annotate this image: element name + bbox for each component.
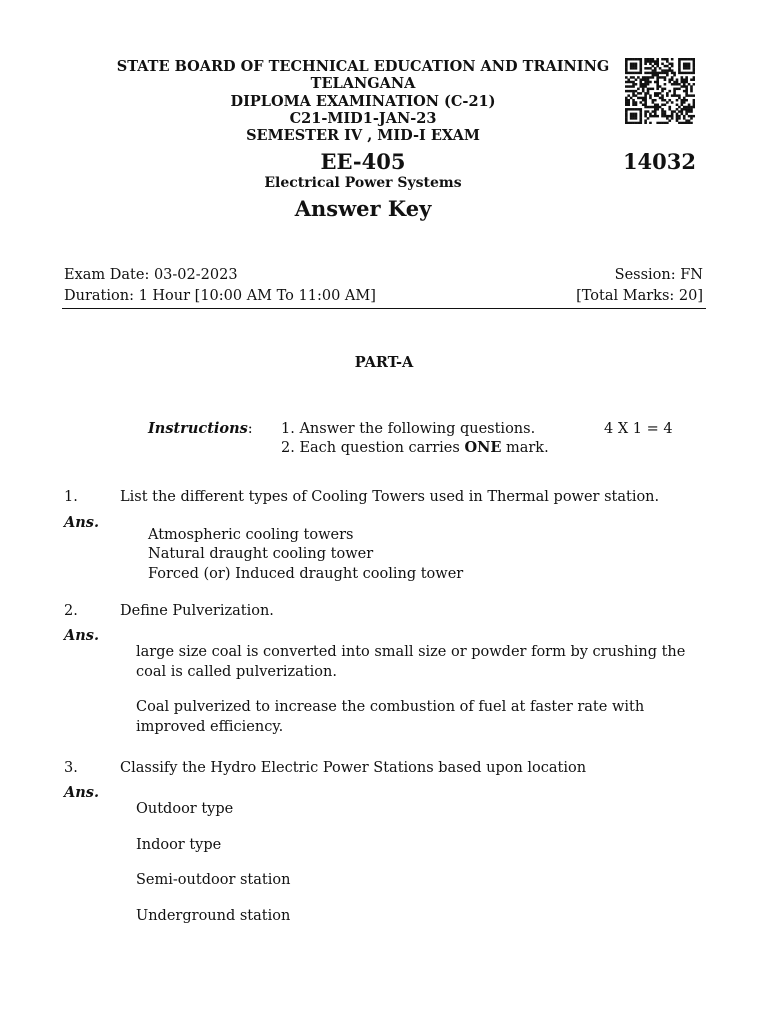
answer-line: Semi-outdoor station: [136, 872, 291, 888]
answer-line: Atmospheric cooling towers: [148, 527, 354, 543]
subject-name: Electrical Power Systems: [264, 175, 462, 191]
answer-label: Ans.: [64, 627, 100, 644]
answer-label: Ans.: [64, 514, 100, 531]
state-name: TELANGANA: [310, 75, 416, 92]
question-number: 1.: [64, 489, 78, 505]
question-text: Classify the Hydro Electric Power Stations based upon location: [120, 760, 587, 776]
part-title: PART-A: [354, 354, 414, 371]
answer-line: Forced (or) Induced draught cooling tower: [148, 566, 464, 582]
course-code: EE-405: [320, 149, 406, 174]
question-text: List the different types of Cooling Towers used in Thermal power station.: [120, 489, 660, 505]
board-name: STATE BOARD OF TECHNICAL EDUCATION AND TRAINING: [116, 58, 610, 75]
instruction-2-bold: ONE: [464, 439, 502, 456]
question-number: 2.: [64, 603, 78, 619]
page-title: Answer Key: [294, 196, 432, 221]
duration: Duration: 1 Hour [10:00 AM To 11:00 AM]: [64, 288, 376, 304]
answer-line: large size coal is converted into small size or powder form by crushing the: [136, 644, 686, 660]
question-number: 3.: [64, 760, 78, 776]
answer-line: Natural draught cooling tower: [148, 546, 374, 562]
semester-info: SEMESTER IV , MID-I EXAM: [246, 127, 480, 144]
answer-line: Indoor type: [136, 837, 222, 853]
total-marks: [Total Marks: 20]: [576, 288, 703, 304]
exam-name: DIPLOMA EXAMINATION (C-21): [230, 93, 496, 110]
instruction-marks: 4 X 1 = 4: [604, 421, 673, 437]
answer-line: improved efficiency.: [136, 719, 284, 735]
instructions-label: [148, 419, 253, 439]
instruction-2-suffix: mark.: [501, 440, 549, 456]
session: Session: FN: [614, 267, 703, 283]
instruction-2-prefix: 2. Each question carries: [281, 440, 465, 456]
answer-line: Coal pulverized to increase the combustion of fuel at faster rate with: [136, 699, 645, 715]
exam-date: Exam Date: 03-02-2023: [64, 267, 238, 283]
instruction-1: 1. Answer the following questions.: [281, 421, 536, 437]
question-text: Define Pulverization.: [120, 603, 274, 619]
answer-line: Outdoor type: [136, 801, 234, 817]
instruction-2: [281, 438, 549, 458]
answer-label: Ans.: [64, 784, 100, 801]
qr-code-icon: [625, 58, 695, 124]
divider: [62, 308, 706, 309]
exam-code: C21-MID1-JAN-23: [289, 110, 437, 127]
answer-line: coal is called pulverization.: [136, 664, 337, 680]
instructions-label-text: Instructions: [148, 420, 248, 437]
answer-line: Underground station: [136, 908, 291, 924]
instructions-colon: :: [247, 421, 253, 437]
paper-number: 14032: [622, 149, 696, 174]
